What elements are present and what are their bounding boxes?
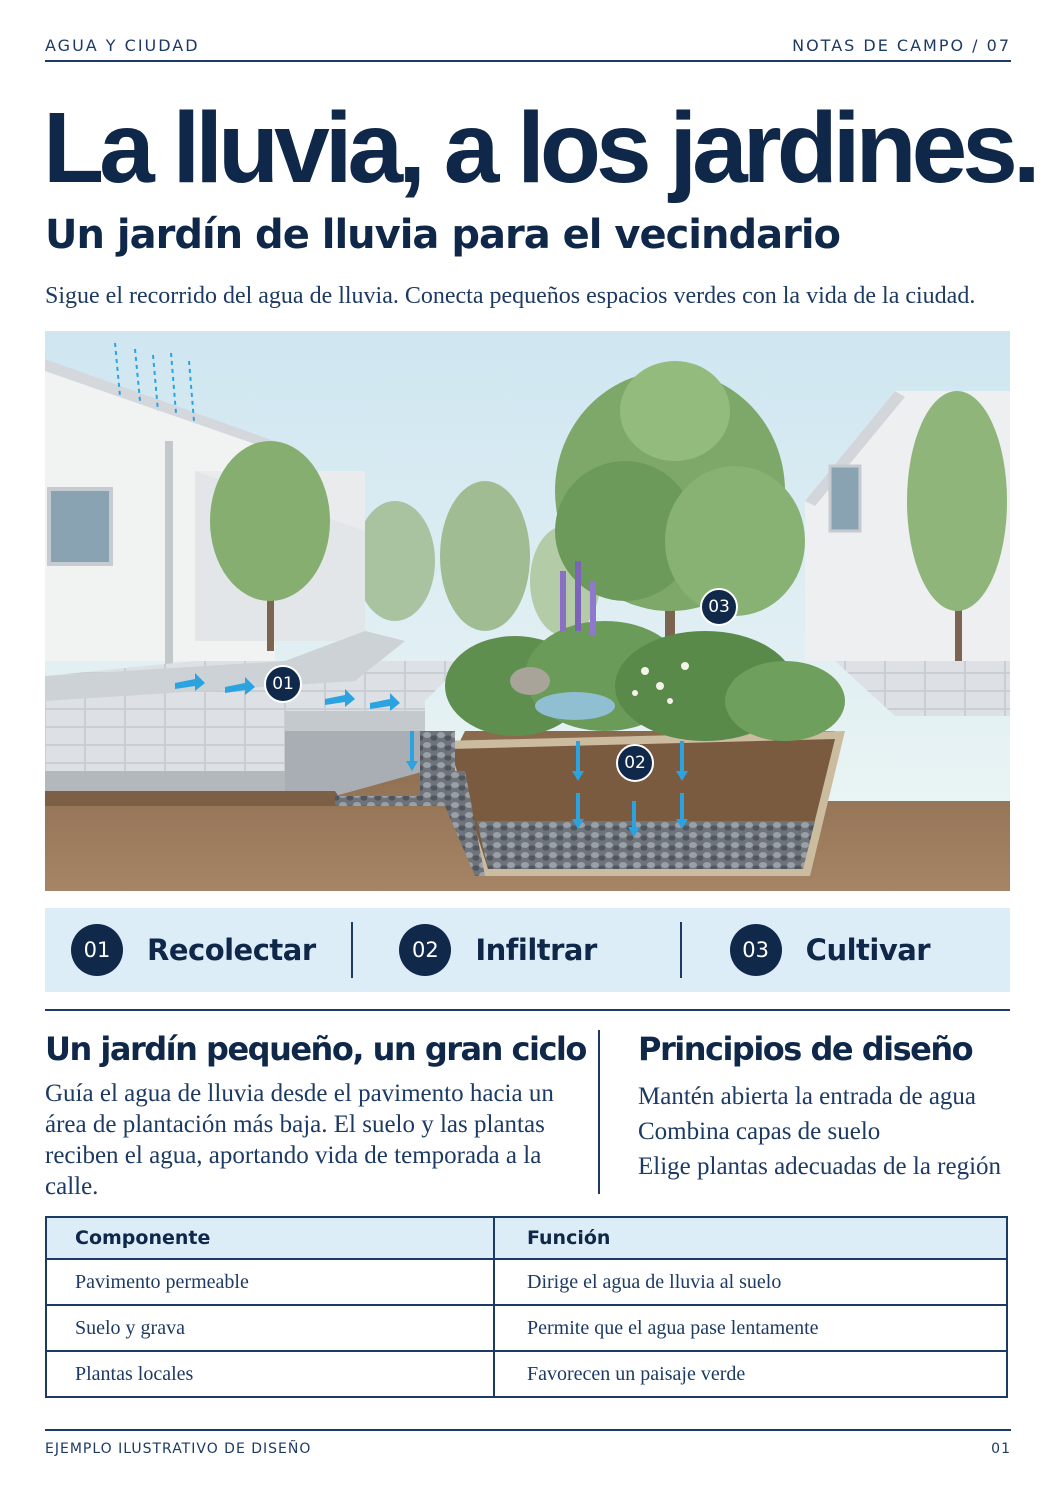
left-column bbox=[45, 1030, 586, 1202]
step-infiltrate bbox=[351, 908, 679, 992]
step-label: Cultivar bbox=[805, 933, 931, 967]
right-column-heading: Principios de diseño bbox=[638, 1030, 973, 1068]
table-cell: Dirige el agua de lluvia al suelo bbox=[494, 1259, 1007, 1305]
table-cell: Favorecen un paisaje verde bbox=[494, 1351, 1007, 1397]
section-label: AGUA Y CIUDAD bbox=[45, 36, 200, 55]
step-cultivate bbox=[680, 908, 1010, 992]
step-collect bbox=[45, 908, 351, 992]
right-column bbox=[638, 1030, 1018, 1184]
step-label: Infiltrar bbox=[475, 933, 597, 967]
table-cell: Permite que el agua pase lentamente bbox=[494, 1305, 1007, 1351]
marker-03 bbox=[701, 589, 737, 625]
column-divider bbox=[598, 1030, 600, 1194]
table-header-row bbox=[46, 1217, 1007, 1259]
left-column-body: Guía el agua de lluvia desde el pavimento hacia un área de plantación más baja. El suelo y las plantas reciben el agua, aportando vida de temporada a la calle. bbox=[45, 1080, 554, 1200]
components-table bbox=[45, 1216, 1008, 1398]
step-number: 03 bbox=[730, 924, 782, 976]
principle-item: Combina capas de suelo bbox=[638, 1118, 881, 1145]
rain-garden-illustration bbox=[45, 331, 1010, 891]
left-column-heading: Un jardín pequeño, un gran ciclo bbox=[45, 1030, 586, 1068]
marker-02-label: 02 bbox=[624, 753, 646, 773]
marker-01 bbox=[265, 666, 301, 702]
principle-item: Mantén abierta la entrada de agua bbox=[638, 1083, 977, 1110]
top-bar bbox=[45, 36, 1011, 62]
table-row bbox=[46, 1305, 1007, 1351]
step-number: 02 bbox=[399, 924, 451, 976]
table-cell: Plantas locales bbox=[46, 1351, 494, 1397]
page-subtitle: Un jardín de lluvia para el vecindario bbox=[45, 212, 841, 258]
lead-text: Sigue el recorrido del agua de lluvia. Conecta pequeños espacios verdes con la vida de la ciudad. bbox=[45, 283, 976, 309]
marker-01-label: 01 bbox=[272, 674, 294, 694]
column-header-component: Componente bbox=[46, 1217, 494, 1259]
principles-list bbox=[638, 1079, 1018, 1184]
table-cell: Pavimento permeable bbox=[46, 1259, 494, 1305]
footer-note: EJEMPLO ILUSTRATIVO DE DISEÑO bbox=[45, 1441, 312, 1457]
footer bbox=[45, 1429, 1011, 1457]
step-label: Recolectar bbox=[147, 933, 316, 967]
issue-label: NOTAS DE CAMPO / 07 bbox=[792, 36, 1011, 55]
column-header-function: Función bbox=[494, 1217, 1007, 1259]
principle-item: Elige plantas adecuadas de la región bbox=[638, 1153, 1002, 1180]
marker-03-label: 03 bbox=[708, 597, 730, 617]
page-number: 01 bbox=[991, 1441, 1011, 1457]
table-cell: Suelo y grava bbox=[46, 1305, 494, 1351]
step-number: 01 bbox=[71, 924, 123, 976]
table-row bbox=[46, 1259, 1007, 1305]
table-row bbox=[46, 1351, 1007, 1397]
page-title: La lluvia, a los jardines. bbox=[43, 92, 1036, 204]
section-divider bbox=[45, 1009, 1010, 1011]
rain-garden-cross-section bbox=[45, 331, 1010, 891]
marker-02 bbox=[617, 745, 653, 781]
steps-bar bbox=[45, 908, 1010, 992]
